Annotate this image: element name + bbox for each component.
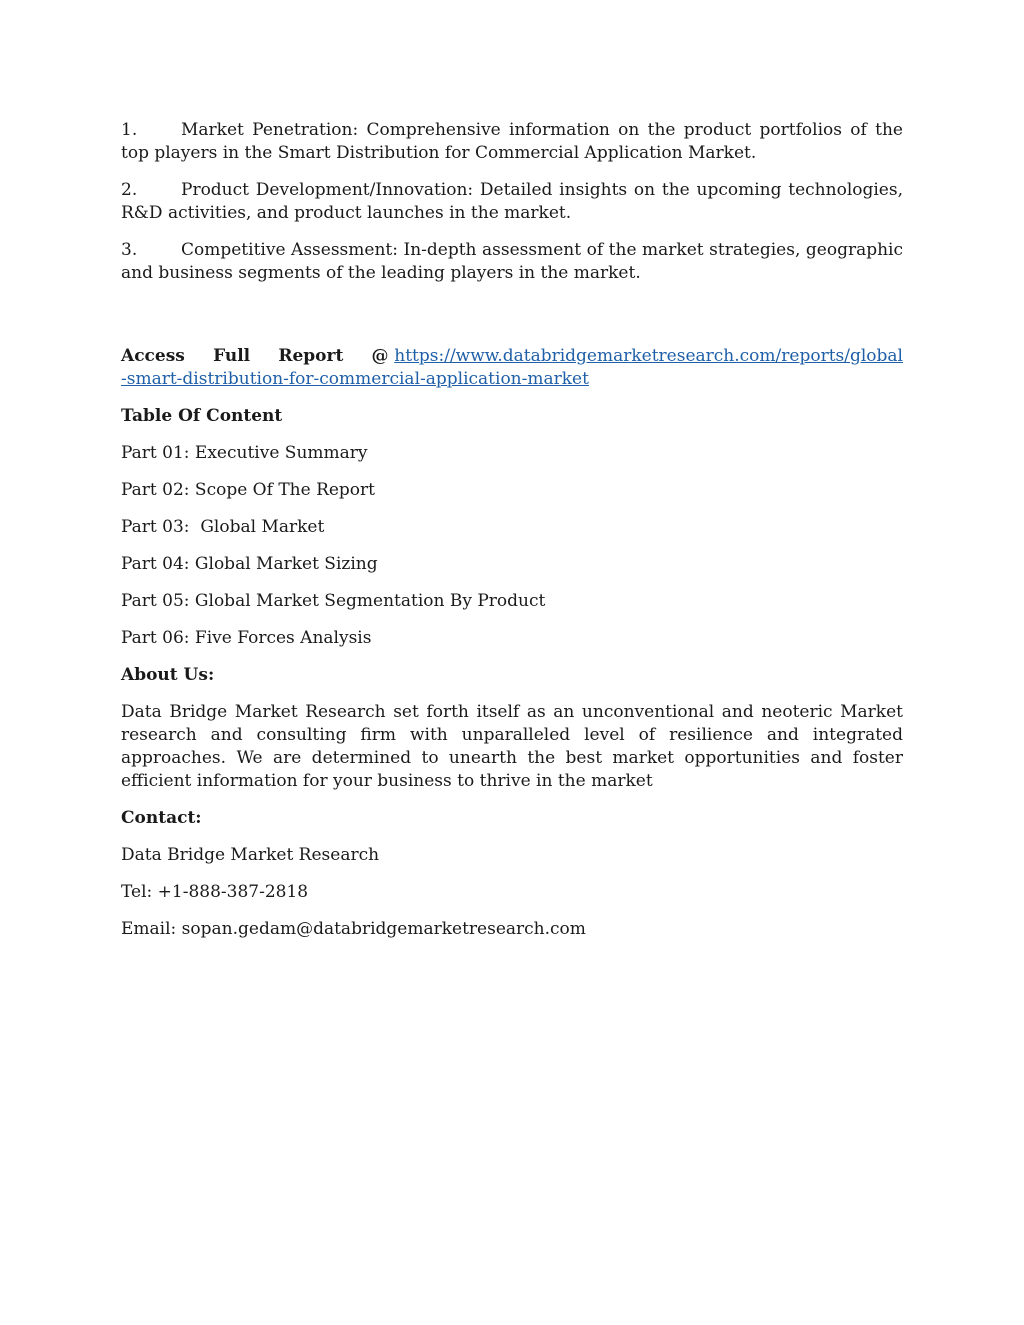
report-link[interactable]: https://www.databridgemarketresearch.com/reports/global-smart-distribution-for-commercial-application-market <box>121 346 903 389</box>
contact-tel: Tel: +1-888-387-2818 <box>121 882 309 902</box>
benefit-item-1 <box>121 119 903 165</box>
document-page <box>121 119 903 955</box>
about-text: Data Bridge Market Research set forth itself as an unconventional and neoteric Market research and consulting firm with unparalleled level of resilience and integrated approaches. We are determined to unearth the best market opportunities and foster efficient information for your business to thrive in the market <box>121 702 903 791</box>
toc-heading: Table Of Content <box>121 406 283 426</box>
benefit-item-2 <box>121 179 903 225</box>
toc-part-6: Part 06: Five Forces Analysis <box>121 628 372 648</box>
benefit-text: Competitive Assessment: In-depth assessment of the market strategies, geographic and business segments of the leading players in the market. <box>121 240 903 283</box>
toc-part-4: Part 04: Global Market Sizing <box>121 554 378 574</box>
benefit-number: 3. <box>121 240 138 260</box>
spacer <box>121 299 903 345</box>
contact-email: Email: sopan.gedam@databridgemarketresearch.com <box>121 919 586 939</box>
toc-part-5: Part 05: Global Market Segmentation By Product <box>121 591 546 611</box>
toc-part-1: Part 01: Executive Summary <box>121 443 368 463</box>
access-full-report <box>121 345 903 391</box>
benefit-number: 2. <box>121 180 138 200</box>
benefit-number: 1. <box>121 120 138 140</box>
benefit-text: Product Development/Innovation: Detailed insights on the upcoming technologies, R&D activities, and product launches in the market. <box>121 180 903 223</box>
access-label: Access Full Report @ <box>121 346 389 366</box>
toc-part-3: Part 03: Global Market <box>121 517 325 537</box>
about-heading: About Us: <box>121 665 215 685</box>
contact-company: Data Bridge Market Research <box>121 845 380 865</box>
benefit-text: Market Penetration: Comprehensive information on the product portfolios of the top players in the Smart Distribution for Commercial Application Market. <box>121 120 903 163</box>
contact-heading: Contact: <box>121 808 202 828</box>
toc-part-2: Part 02: Scope Of The Report <box>121 480 376 500</box>
benefit-item-3 <box>121 239 903 285</box>
